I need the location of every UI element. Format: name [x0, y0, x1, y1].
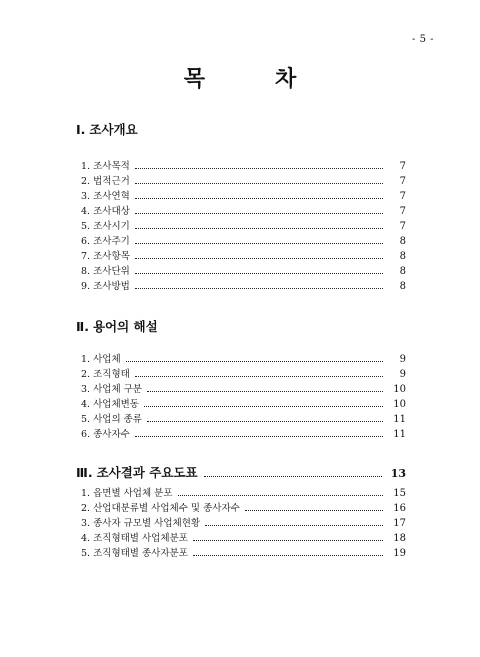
toc-entry-list: [76, 352, 406, 442]
dot-leader: [147, 420, 383, 422]
toc-entry[interactable]: [76, 352, 406, 367]
section-numeral: Ⅲ.: [76, 465, 93, 480]
dot-leader: [147, 390, 383, 392]
toc-entry[interactable]: [76, 204, 406, 219]
toc-entry-list: [76, 159, 406, 294]
toc-entry-page: 8: [399, 251, 406, 262]
toc-entry-label: 3. 종사자 규모별 사업체현황: [81, 518, 201, 529]
toc-entry-label: 6. 조사주기: [81, 236, 130, 247]
toc-entry-page: 16: [393, 503, 406, 514]
page-number: - 5 -: [412, 34, 434, 45]
toc-entry-page: 11: [393, 414, 406, 425]
toc-entry[interactable]: [76, 279, 406, 294]
toc-entry[interactable]: [76, 412, 406, 427]
toc-entry-label: 4. 조직형태별 사업체분포: [81, 533, 188, 544]
toc-entry-label: 4. 사업체변동: [81, 399, 139, 410]
toc-entry[interactable]: [76, 501, 406, 516]
toc-entry-page: 7: [399, 206, 406, 217]
toc-entry[interactable]: [76, 219, 406, 234]
toc-entry-label: 5. 조직형태별 종사자분포: [81, 548, 188, 559]
toc-entry-page: 19: [393, 548, 406, 559]
toc-section-3: [76, 464, 406, 561]
toc-entry-label: 5. 조사시기: [81, 221, 130, 232]
toc-entry-page: 10: [393, 399, 406, 410]
dot-leader: [135, 212, 383, 214]
toc-title-second-char: 차: [275, 66, 297, 92]
section-numeral: Ⅰ.: [76, 122, 86, 137]
toc-entry-page: 8: [399, 281, 406, 292]
toc-entry[interactable]: [76, 249, 406, 264]
toc-entry-label: 6. 종사자수: [81, 429, 130, 440]
toc-entry[interactable]: [76, 382, 406, 397]
toc-entry[interactable]: [76, 189, 406, 204]
toc-entry-page: 8: [399, 236, 406, 247]
toc-entry[interactable]: [76, 486, 406, 501]
dot-leader: [245, 509, 383, 511]
toc-entry[interactable]: [76, 174, 406, 189]
section-heading: [76, 121, 406, 139]
toc-entry-label: 2. 조직형태: [81, 369, 130, 380]
dot-leader: [135, 287, 383, 289]
dot-leader: [135, 197, 383, 199]
toc-entry-label: 2. 법적근거: [81, 176, 130, 187]
toc-entry-label: 1. 읍면별 사업체 분포: [81, 488, 173, 499]
toc-entry-page: 9: [399, 369, 406, 380]
toc-entry-label: 2. 산업대분류별 사업체수 및 종사자수: [81, 503, 240, 514]
toc-entry-page: 18: [393, 533, 406, 544]
section-heading-page: 13: [390, 467, 406, 480]
dot-leader: [205, 524, 383, 526]
toc-title: [0, 62, 480, 93]
toc-entry[interactable]: [76, 546, 406, 561]
toc-entry[interactable]: [76, 367, 406, 382]
dot-leader: [135, 182, 383, 184]
dot-leader: [135, 272, 383, 274]
section-numeral: Ⅱ.: [76, 319, 89, 334]
dot-leader: [193, 554, 383, 556]
dot-leader: [126, 360, 383, 362]
dot-leader: [178, 494, 383, 496]
toc-entry-page: 15: [393, 488, 406, 499]
dot-leader: [135, 227, 383, 229]
toc-entry[interactable]: [76, 531, 406, 546]
toc-entry-label: 7. 조사항목: [81, 251, 130, 262]
toc-entry-label: 3. 사업체 구분: [81, 384, 142, 395]
toc-entry-page: 11: [393, 429, 406, 440]
toc-entry-page: 7: [399, 221, 406, 232]
dot-leader: [135, 375, 383, 377]
toc-entry-page: 7: [399, 176, 406, 187]
toc-entry-page: 9: [399, 354, 406, 365]
toc-entry-label: 5. 사업의 종류: [81, 414, 142, 425]
toc-entry-label: 1. 조사목적: [81, 161, 130, 172]
toc-entry-label: 1. 사업체: [81, 354, 121, 365]
dot-leader: [193, 539, 383, 541]
dot-leader: [135, 167, 383, 169]
toc-entry[interactable]: [76, 516, 406, 531]
section-heading-text: 조사결과 주요도표: [96, 465, 198, 480]
dot-leader: [135, 257, 383, 259]
toc-entry-label: 9. 조사방법: [81, 281, 130, 292]
toc-entry-page: 7: [399, 161, 406, 172]
toc-section-1: [76, 121, 406, 294]
toc-entry[interactable]: [76, 427, 406, 442]
toc-entry-page: 8: [399, 266, 406, 277]
dot-leader: [135, 435, 383, 437]
section-heading: [76, 318, 406, 336]
toc-entry-label: 3. 조사연혁: [81, 191, 130, 202]
toc-section-2: [76, 318, 406, 442]
toc-entry-list: [76, 486, 406, 561]
toc-entry[interactable]: [76, 234, 406, 249]
toc-entry-page: 10: [393, 384, 406, 395]
toc-entry-page: 17: [393, 518, 406, 529]
toc-entry[interactable]: [76, 397, 406, 412]
section-heading-text: 용어의 해설: [92, 319, 158, 334]
toc-entry-label: 4. 조사대상: [81, 206, 130, 217]
dot-leader: [204, 475, 382, 477]
toc-entry[interactable]: [76, 159, 406, 174]
toc-entry-label: 8. 조사단위: [81, 266, 130, 277]
section-heading[interactable]: [76, 464, 406, 482]
section-heading-text: 조사개요: [89, 122, 138, 137]
dot-leader: [135, 242, 383, 244]
dot-leader: [144, 405, 383, 407]
toc-title-first-char: 목: [183, 66, 205, 92]
toc-entry-page: 7: [399, 191, 406, 202]
toc-entry[interactable]: [76, 264, 406, 279]
